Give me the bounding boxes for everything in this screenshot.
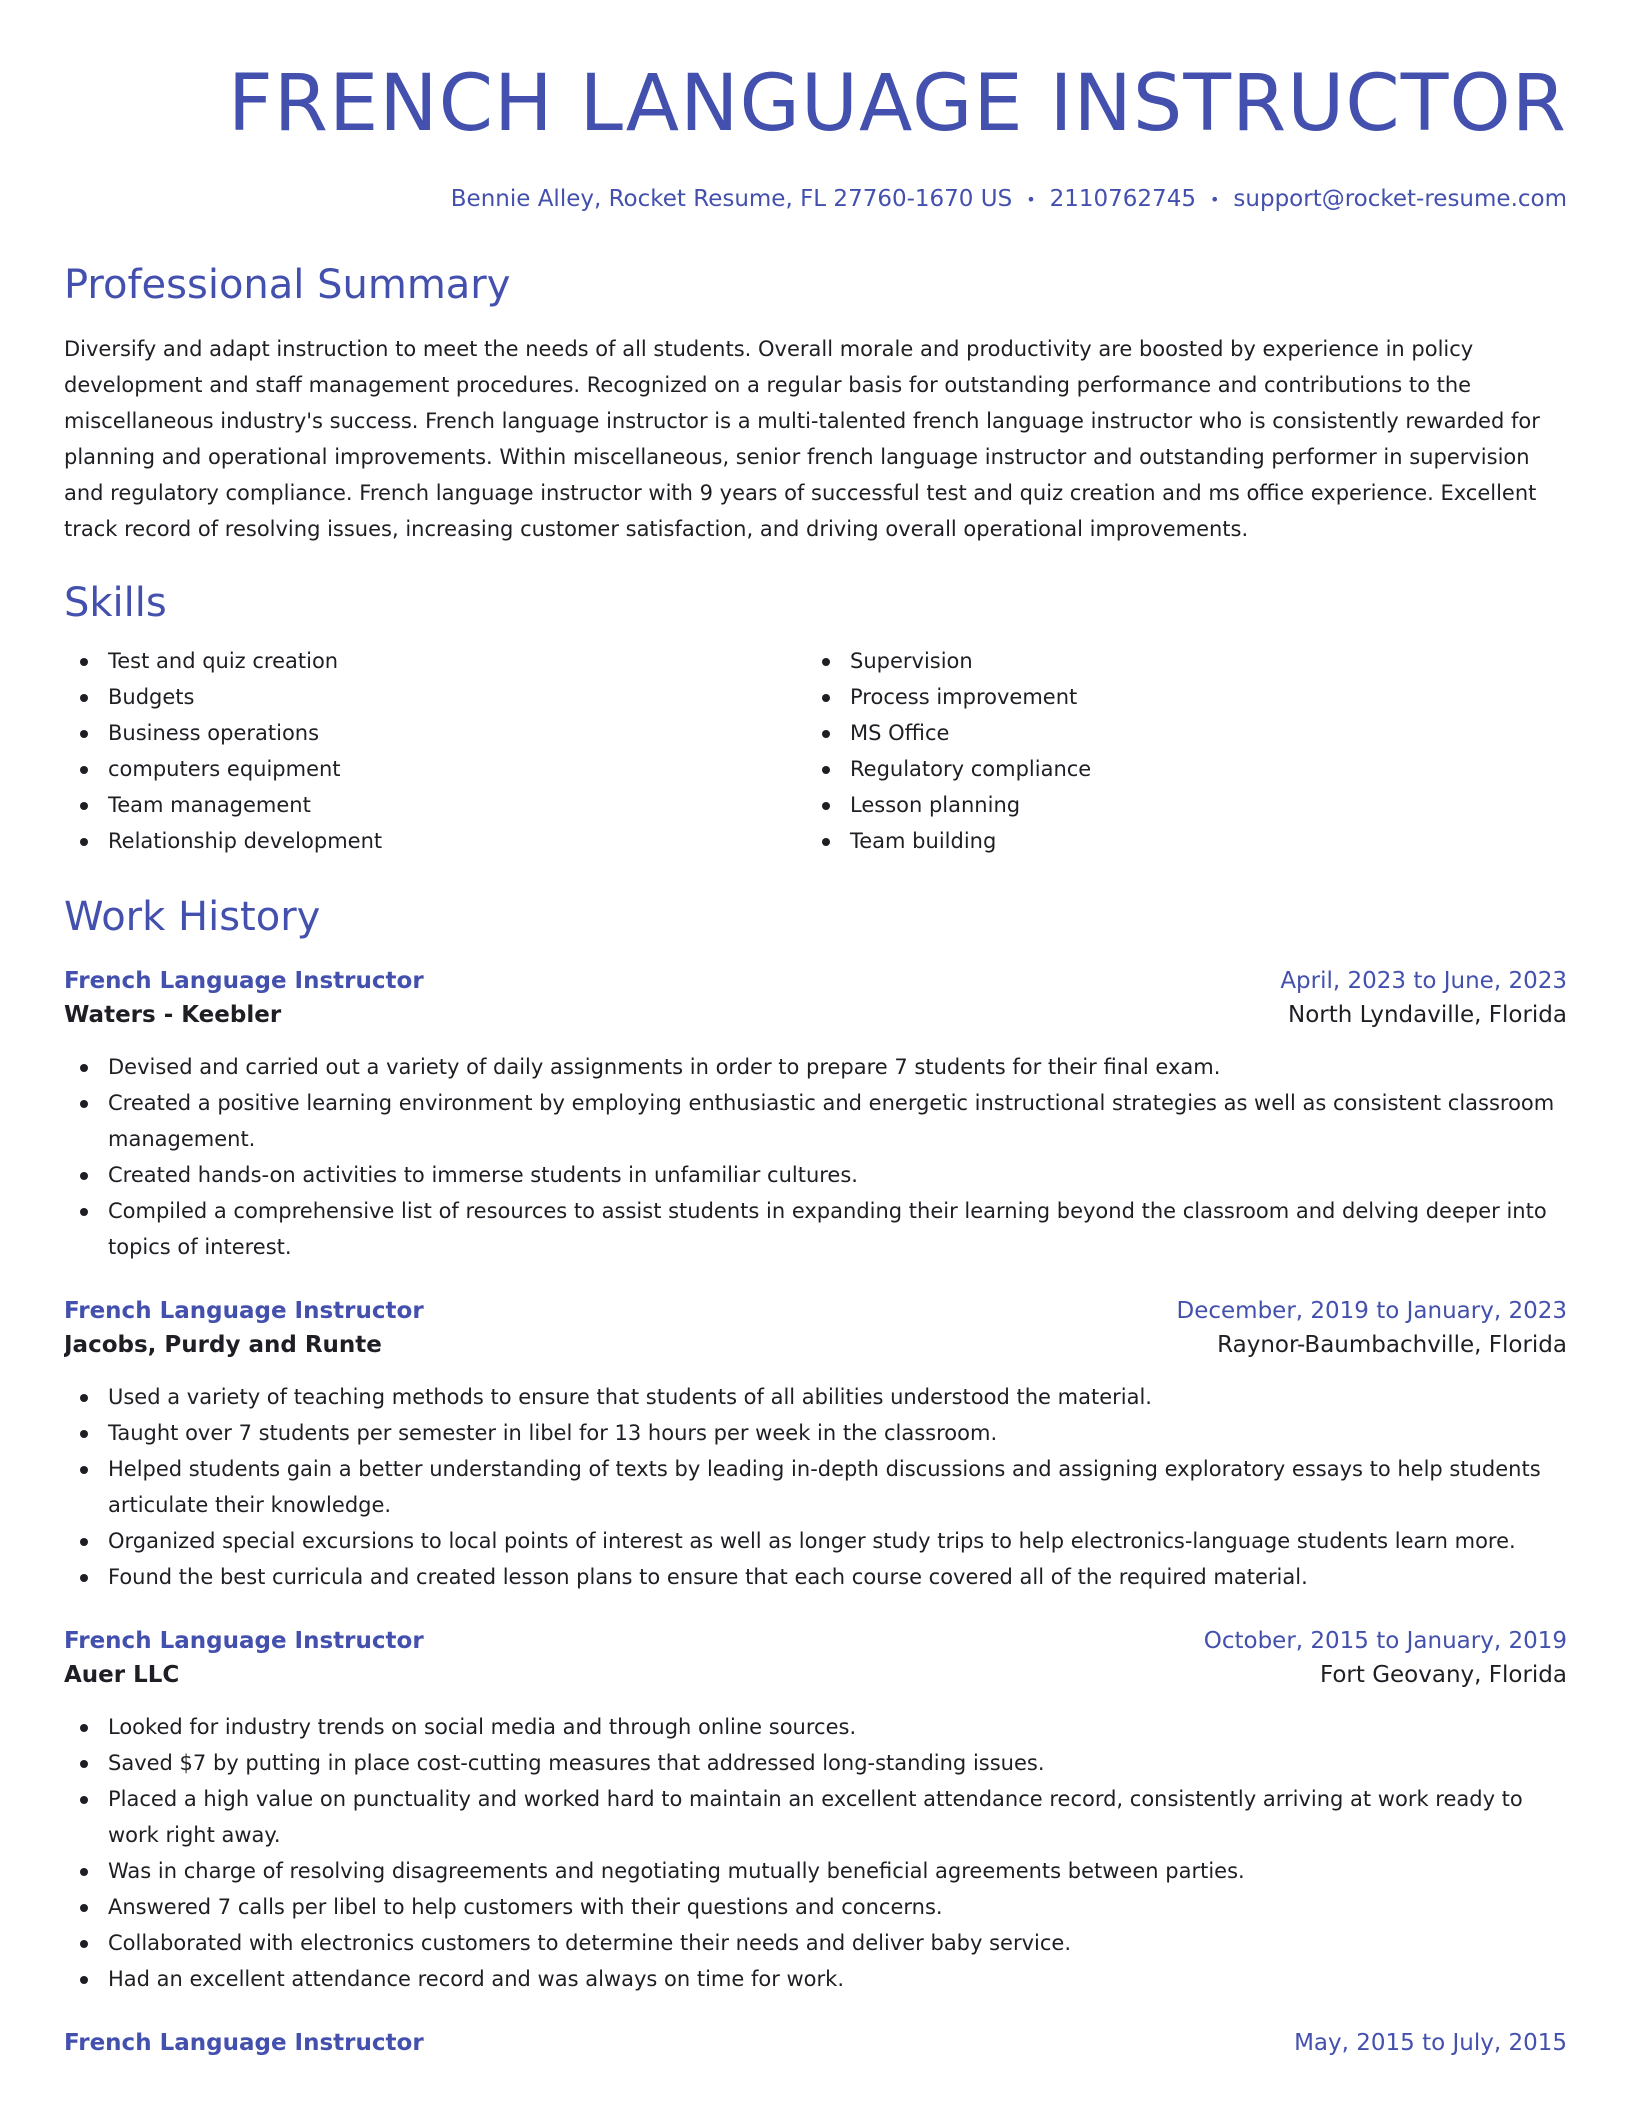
- job-entry: [64, 1625, 1567, 1997]
- job-company: Auer LLC: [64, 1661, 180, 1688]
- contact-separator: •: [1209, 189, 1220, 209]
- job-bullet: Organized special excursions to local points of interest as well as longer study trips to help electronics-language students learn more.: [64, 1523, 1567, 1559]
- summary-heading: Professional Summary: [64, 261, 511, 308]
- job-bullets: [64, 1049, 1567, 1265]
- job-bullets: [64, 1709, 1567, 1997]
- skill-item: Budgets: [64, 679, 806, 715]
- job-bullet: Placed a high value on punctuality and worked hard to maintain an excellent attendance record, consistently arriving at work ready to work right away.: [64, 1781, 1567, 1853]
- contact-phone[interactable]: 2110762745: [1049, 186, 1196, 212]
- job-title: French Language Instructor: [64, 1297, 424, 1324]
- job-subheader: [64, 1657, 1567, 1693]
- job-entry: [64, 965, 1567, 1265]
- job-bullet: Collaborated with electronics customers to determine their needs and deliver baby service.: [64, 1925, 1567, 1961]
- job-entry: [64, 1295, 1567, 1595]
- resume-page: [64, 0, 1567, 2112]
- job-location: Fort Geovany, Florida: [1319, 1661, 1567, 1688]
- skill-item: Lesson planning: [806, 787, 1548, 823]
- job-subheader: [64, 997, 1567, 1033]
- skills-heading: Skills: [64, 579, 167, 626]
- job-company: Waters - Keebler: [64, 1001, 282, 1028]
- skill-item: Process improvement: [806, 679, 1548, 715]
- job-dates: May, 2015 to July, 2015: [1294, 2029, 1567, 2056]
- job-location: Raynor-Baumbachville, Florida: [1217, 1331, 1567, 1358]
- job-bullet: Had an excellent attendance record and was always on time for work.: [64, 1961, 1567, 1997]
- skill-item: Business operations: [64, 715, 806, 751]
- contact-line: [64, 184, 1567, 215]
- job-bullets: [64, 1379, 1567, 1595]
- skill-item: Test and quiz creation: [64, 643, 806, 679]
- job-header: [64, 1625, 1567, 1657]
- job-bullet: Taught over 7 students per semester in libel for 13 hours per week in the classroom.: [64, 1415, 1567, 1451]
- job-dates: April, 2023 to June, 2023: [1280, 967, 1567, 994]
- job-title: French Language Instructor: [64, 2029, 424, 2056]
- job-company: Jacobs, Purdy and Runte: [64, 1331, 382, 1358]
- job-bullet: Was in charge of resolving disagreements and negotiating mutually beneficial agreements between parties.: [64, 1853, 1567, 1889]
- job-bullet: Used a variety of teaching methods to ensure that students of all abilities understood the material.: [64, 1379, 1567, 1415]
- job-dates: October, 2015 to January, 2019: [1203, 1627, 1567, 1654]
- resume-title: FRENCH LANGUAGE INSTRUCTOR: [227, 59, 1567, 149]
- job-subheader: [64, 1327, 1567, 1363]
- job-dates: December, 2019 to January, 2023: [1176, 1297, 1567, 1324]
- contact-address: Bennie Alley, Rocket Resume, FL 27760-1670 US: [450, 186, 1013, 212]
- job-bullet: Compiled a comprehensive list of resources to assist students in expanding their learning beyond the classroom and delving deeper into topics of interest.: [64, 1193, 1567, 1265]
- skill-item: Regulatory compliance: [806, 751, 1548, 787]
- job-bullet: Devised and carried out a variety of daily assignments in order to prepare 7 students for their final exam.: [64, 1049, 1567, 1085]
- skill-item: Team management: [64, 787, 806, 823]
- summary-text: Diversify and adapt instruction to meet the needs of all students. Overall morale and productivity are boosted by experience in policy development and staff management procedures. Recognized on a regular basis for outstanding performance and contributions to the miscellaneous industry's success. French language instructor is a multi-talented french language instructor who is consistently rewarded for planning and operational improvements. Within miscellaneous, senior french language instructor and outstanding performer in supervision and regulatory compliance. French language instructor with 9 years of successful test and quiz creation and ms office experience. Excellent track record of resolving issues, increasing customer satisfaction, and driving overall operational improvements.: [64, 336, 1540, 541]
- job-bullet: Saved $7 by putting in place cost-cutting measures that addressed long-standing issues.: [64, 1745, 1567, 1781]
- job-bullet: Found the best curricula and created lesson plans to ensure that each course covered all of the required material.: [64, 1559, 1567, 1595]
- job-location: North Lyndaville, Florida: [1287, 1001, 1567, 1028]
- skills-column-right: [806, 643, 1548, 859]
- job-header: [64, 2027, 1567, 2059]
- skills-column-left: [64, 643, 806, 859]
- skill-item: computers equipment: [64, 751, 806, 787]
- skills-list: [64, 643, 1567, 859]
- job-bullet: Created hands-on activities to immerse students in unfamiliar cultures.: [64, 1157, 1567, 1193]
- work-history-heading: Work History: [64, 893, 321, 940]
- skill-item: Relationship development: [64, 823, 806, 859]
- job-bullet: Answered 7 calls per libel to help customers with their questions and concerns.: [64, 1889, 1567, 1925]
- job-title: French Language Instructor: [64, 1627, 424, 1654]
- job-bullet: Looked for industry trends on social media and through online sources.: [64, 1709, 1567, 1745]
- skill-item: Supervision: [806, 643, 1548, 679]
- job-entry: [64, 2027, 1567, 2059]
- job-bullet: Created a positive learning environment by employing enthusiastic and energetic instructional strategies as well as consistent classroom management.: [64, 1085, 1567, 1157]
- job-title: French Language Instructor: [64, 967, 424, 994]
- skill-item: Team building: [806, 823, 1548, 859]
- job-header: [64, 965, 1567, 997]
- contact-separator: •: [1026, 189, 1036, 209]
- skill-item: MS Office: [806, 715, 1548, 751]
- job-bullet: Helped students gain a better understanding of texts by leading in-depth discussions and assigning exploratory essays to help students articulate their knowledge.: [64, 1451, 1567, 1523]
- job-header: [64, 1295, 1567, 1327]
- contact-email[interactable]: support@rocket-resume.com: [1233, 186, 1567, 212]
